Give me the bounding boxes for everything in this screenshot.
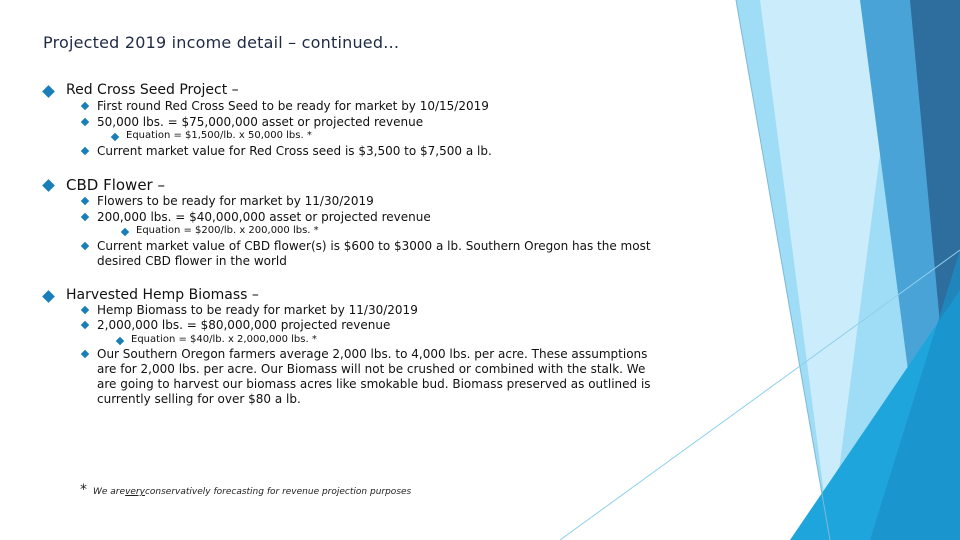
- footnote: [80, 482, 411, 498]
- bullet-item: 200,000 lbs. = $40,000,000 asset or projected revenue: [82, 210, 431, 224]
- market-value-item: Our Southern Oregon farmers average 2,000 lbs. to 4,000 lbs. per acre. These assumptions are for 2,000 lbs. per acre. Our Biomass will not be crushed or combined with the stalk. We are going to harvest our biomass acres like smokable bud. Biomass preserved as outlined is currently selling for over $80 a lb.: [82, 347, 667, 407]
- bullet-diamond-icon: [81, 213, 89, 221]
- bullet-diamond-icon: [121, 228, 129, 236]
- bullet-diamond-icon: [81, 321, 89, 329]
- bullet-diamond-icon: [81, 197, 89, 205]
- slide-title: Projected 2019 income detail – continued…: [43, 33, 400, 52]
- bullet-diamond-icon: [81, 102, 89, 110]
- footnote-text-after: conservatively forecasting for revenue projection purposes: [144, 487, 412, 497]
- bullet-diamond-icon: [81, 242, 89, 250]
- bullet-diamond-icon: [81, 306, 89, 314]
- bullet-diamond-icon: [116, 337, 124, 345]
- equation-item: Equation = $40/lb. x 2,000,000 lbs. *: [117, 334, 317, 345]
- bullet-item: Hemp Biomass to be ready for market by 11/30/2019: [82, 303, 418, 317]
- bullet-diamond-icon: [81, 118, 89, 126]
- bullet-diamond-icon: [81, 147, 89, 155]
- market-value-item: Current market value of CBD flower(s) is $600 to $3000 a lb. Southern Oregon has the most desired CBD flower in the world: [82, 239, 667, 269]
- footnote-text-before: We are: [93, 487, 126, 497]
- bullet-diamond-icon: [42, 290, 55, 303]
- bullet-diamond-icon: [81, 350, 89, 358]
- equation-item: Equation = $200/lb. x 200,000 lbs. *: [122, 225, 319, 236]
- bullet-diamond-icon: [42, 85, 55, 98]
- section-heading-hemp-biomass: Harvested Hemp Biomass –: [44, 287, 259, 303]
- bullet-item: 50,000 lbs. = $75,000,000 asset or projected revenue: [82, 115, 423, 129]
- section-heading-cbd-flower: CBD Flower –: [44, 176, 165, 194]
- footnote-emphasis: very: [125, 487, 145, 497]
- bullet-diamond-icon: [42, 179, 55, 192]
- bullet-item: 2,000,000 lbs. = $80,000,000 projected revenue: [82, 318, 390, 332]
- bullet-item: First round Red Cross Seed to be ready for market by 10/15/2019: [82, 99, 489, 113]
- bullet-item: Flowers to be ready for market by 11/30/2019: [82, 194, 374, 208]
- equation-item: Equation = $1,500/lb. x 50,000 lbs. *: [112, 130, 312, 141]
- footnote-star: *: [80, 482, 87, 498]
- bullet-diamond-icon: [111, 133, 119, 141]
- section-heading-red-cross: Red Cross Seed Project –: [44, 82, 239, 98]
- market-value-item: Current market value for Red Cross seed is $3,500 to $7,500 a lb.: [82, 144, 492, 158]
